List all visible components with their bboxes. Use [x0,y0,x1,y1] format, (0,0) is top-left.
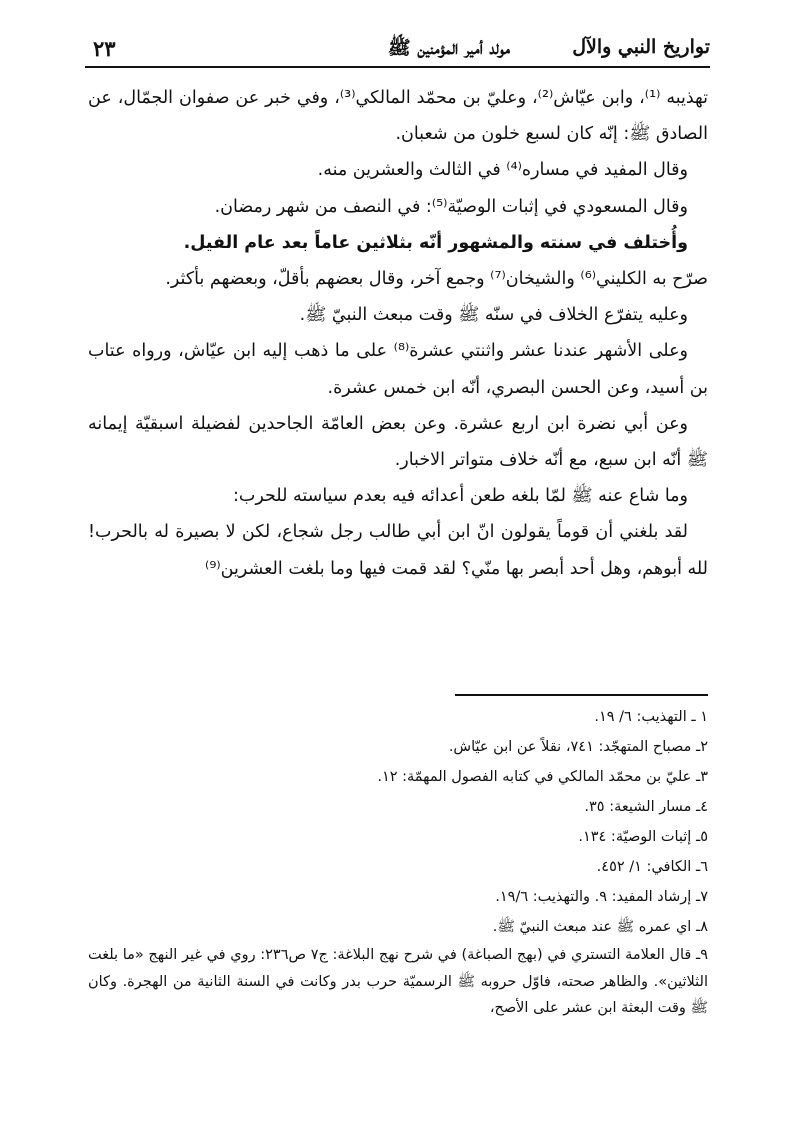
running-header [85,30,710,64]
main-text [88,80,708,587]
body-paragraph: وعلى الأشهر عندنا عشر واثنتي عشرة⁽⁸⁾ على ما ذهب إليه ابن عيّاش، ورواه عتاب بن أسيد، وعن الحسن البصري، أنّه ابن خمس عشرة. [88,341,708,398]
footnote: ٥ـ إثبات الوصيّة: ١٣٤. [578,829,708,845]
footnote: ٤ـ مسار الشيعة: ٣٥. [584,799,708,815]
footnote: ٧ـ إرشاد المفيد: ٩. والتهذيب: ١٩/٦. [495,889,708,905]
body-paragraph: وما شاع عنه ﷺ لمّا بلغه طعن أعدائه فيه بعدم سياسته للحرب: [232,486,688,507]
footnote: ١ ـ التهذيب: ٦/ ١٩. [594,709,708,725]
footnote: ٣ـ عليّ بن محمّد المالكي في كتابه الفصول المهمّة: ١٢. [377,769,708,785]
footnote: ٨ـ اي عمره ﷺ عند مبعث النبيّ ﷺ. [492,919,708,935]
body-paragraph: لقد بلغني أن قوماً يقولون انّ ابن أبي طالب رجل شجاع، لكن لا بصيرة له بالحرب! لله أبوهم، وهل أحد أبصر بها منّي؟ لقد قمت فيها وما بلغت العشرين⁽⁹⁾ [88,522,708,579]
body-paragraph: تهذيبه ⁽¹⁾، وابن عيّاش⁽²⁾، وعليّ بن محمّد المالكي⁽³⁾، وفي خبر عن صفوان الجمّال، عن الصادق ﷺ: إنّه كان لسبع خلون من شعبان. [88,88,708,145]
footnotes [88,702,708,1022]
body-paragraph: وقال المفيد في مساره⁽⁴⁾ في الثالث والعشرين منه. [317,160,688,181]
body-paragraph: وقال المسعودي في إثبات الوصيّة⁽⁵⁾: في النصف من شهر رمضان. [214,196,688,217]
footnote: ٢ـ مصباح المتهجّد: ٧٤١، نقلاً عن ابن عيّاش. [448,739,708,755]
body-paragraph: وأُختلف في سنته والمشهور أنّه بثلاثين عاماً بعد عام الفيل. [183,232,688,253]
chapter-title: مولد أمير المؤمنين ﷺ [387,37,510,59]
header-rule [85,66,710,68]
footnote-rule [455,694,708,696]
footnote: ٩ـ قال العلامة التستري في (بهج الصباغة) في شرح نهج البلاغة: ج٧ ص٢٣٦: روي في غير النهج «ما بلغت الثلاثين». والظاهر صحته، فاوّل حروبه ﷺ الرسميّة حرب بدر وكانت في السنة الثانية من الهجرة. وكان ﷺ وقت البعثة ابن عشر على الأصح، [88,947,708,1016]
book-title: تواريخ النبي والآل [572,36,710,58]
body-paragraph: وعن أبي نضرة ابن اربع عشرة. وعن بعض العامّة الجاحدين لفضيلة اسبقيّة إيمانه ﷺ أنّه ابن سبع، مع أنّه خلاف متواتر الاخبار. [88,413,708,471]
footnote: ٦ـ الكافي: ١/ ٤٥٢. [596,859,708,875]
body-paragraph: وعليه يتفرّع الخلاف في سنّه ﷺ وقت مبعث النبيّ ﷺ. [299,305,688,326]
body-paragraph: صرّح به الكليني⁽⁶⁾ والشيخان⁽⁷⁾ وجمع آخر، وقال بعضهم بأقلّ، وبعضهم بأكثر. [165,269,708,290]
page-number: ٢٣ [93,36,116,61]
